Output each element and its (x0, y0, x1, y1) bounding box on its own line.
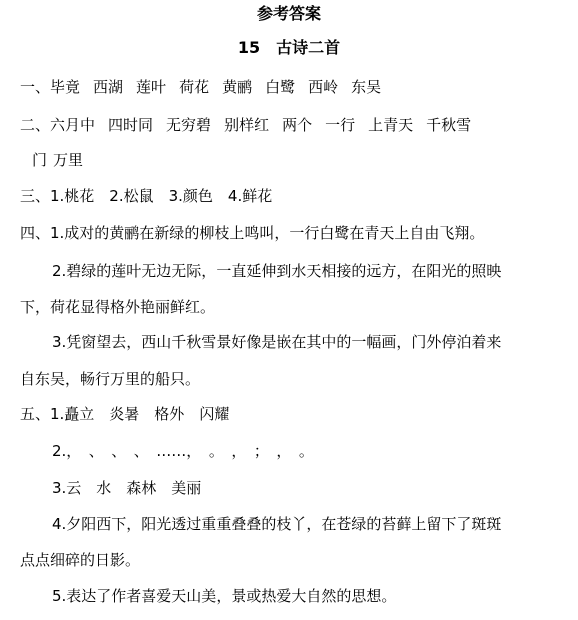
q1-word: 莲叶 (136, 78, 167, 96)
q1-answer-line (20, 77, 381, 97)
q5-item-5: 5.表达了作者喜爱天山美，景或热爱大自然的思想。 (52, 587, 397, 605)
q1-word: 西湖 (93, 78, 124, 96)
answer-key-header: 参考答案 (256, 4, 321, 23)
q2-word: 上青天 (368, 116, 414, 134)
q4-item-3-line-2: 自东吴，畅行万里的船只。 (20, 370, 201, 388)
q2-word: 千秋雪 (426, 116, 472, 134)
q2-word: 别样红 (224, 116, 270, 134)
q1-word: 西岭 (308, 78, 339, 96)
q4-item-2-line-2: 下，荷花显得格外艳丽鲜红。 (20, 298, 216, 316)
q2-word: 无穷碧 (166, 116, 212, 134)
q2-word: 六月中 (50, 116, 96, 134)
q5-item-4-line-1: 4.夕阳西下，阳光透过重重叠叠的枝丫，在苍绿的苔藓上留下了斑斑 (52, 515, 502, 533)
q2-word: 万里 (53, 151, 84, 169)
q2-answer-line-1 (20, 115, 471, 135)
q1-word: 白鹭 (265, 78, 296, 96)
q5-item-4-line-2: 点点细碎的日影。 (20, 551, 141, 569)
q4-item-2-line-1: 2.碧绿的莲叶无边无际，一直延伸到水天相接的远方，在阳光的照映 (52, 262, 502, 280)
q1-word: 毕竟 (50, 78, 81, 96)
q2-word: 两个 (282, 116, 313, 134)
q2-word: 四时同 (108, 116, 154, 134)
q1-word: 荷花 (179, 78, 210, 96)
q2-prefix: 二、 (20, 116, 51, 134)
q4-item-3-line-1: 3.凭窗望去，西山千秋雪景好像是嵌在其中的一幅画，门外停泊着来 (52, 333, 502, 351)
q5-item-2: 2.， 、 、 、 ……， 。 ， ； ， 。 (52, 442, 314, 460)
q1-word: 东吴 (351, 78, 382, 96)
lesson-title: 15 古诗二首 (237, 38, 341, 57)
q1-prefix: 一、 (20, 78, 51, 96)
q1-word: 黄鹂 (222, 78, 253, 96)
q3-answer-line: 三、1.桃花 2.松鼠 3.颜色 4.鲜花 (20, 187, 273, 205)
q5-item-1: 五、1.矗立 炎暑 格外 闪耀 (20, 405, 230, 423)
q5-item-3: 3.云 水 森林 美丽 (52, 479, 202, 497)
q4-item-1: 四、1.成对的黄鹂在新绿的柳枝上鸣叫，一行白鹭在青天上自由飞翔。 (20, 224, 485, 242)
q2-word: 门 (32, 151, 48, 169)
q2-answer-line-2 (32, 150, 83, 170)
q2-word: 一行 (325, 116, 356, 134)
